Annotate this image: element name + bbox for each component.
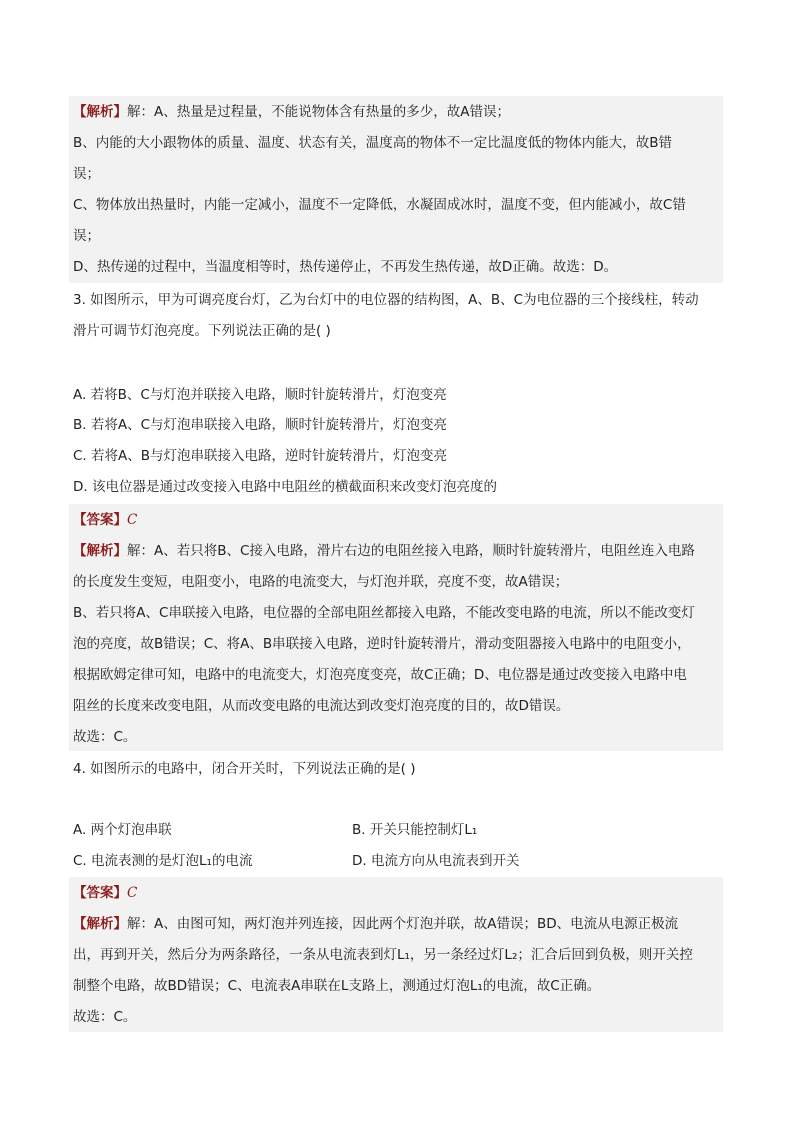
q3-option-d: D. 该电位器是通过改变接入电路中电阻丝的横截面积来改变灯泡亮度的 [73,479,497,495]
analysis-label: 【解析】 [73,104,127,120]
q2-analysis-line-1: 【解析】解：A、热量是过程量，不能说物体含有热量的多少，故A错误； [73,104,510,120]
q3-analysis-line-7: 故选：C。 [73,729,137,745]
q2-analysis-line-3: 误； [73,166,100,182]
q3-analysis-line-5: 根据欧姆定律可知，电路中的电流变大，灯泡亮度变亮，故C正确；D、电位器是通过改变接入电路中电 [73,667,687,683]
q4-option-a: A. 两个灯泡串联 [73,822,172,838]
answer-label: 【答案】 [73,885,127,901]
q3-analysis-line-6: 阻丝的长度来改变电阻，从而改变电路的电流达到改变灯泡亮度的目的，故D错误。 [73,698,570,714]
q3-stem-line-1: 3. 如图所示，甲为可调亮度台灯，乙为台灯中的电位器的结构图，A、B、C为电位器的三个接线柱，转动 [73,292,699,308]
q3-analysis-line-2: 的长度发生变短，电阻变小，电路的电流变大，与灯泡并联，亮度不变，故A错误； [73,574,569,590]
q4-option-b: B. 开关只能控制灯L₁ [352,822,478,838]
q3-analysis-line-4: 泡的亮度，故B错误；C、将A、B串联接入电路，逆时针旋转滑片，滑动变阻器接入电路中的电阻变小， [73,636,691,652]
q4-option-d: D. 电流方向从电流表到开关 [352,853,520,869]
q4-option-c: C. 电流表测的是灯泡L₁的电流 [73,853,253,869]
q3-stem-line-2: 滑片可调节灯泡亮度。下列说法正确的是( ) [73,323,331,339]
q3-option-b: B. 若将A、C与灯泡串联接入电路，顺时针旋转滑片，灯泡变亮 [73,417,448,433]
q3-analysis-line-3: B、若只将A、C串联接入电路，电位器的全部电阻丝都接入电路，不能改变电路的电流，所以不能改变灯 [73,605,695,621]
q4-analysis-line-4: 故选：C。 [73,1009,137,1025]
q4-analysis-line-3: 制整个电路，故BD错误；C、电流表A串联在L支路上，测通过灯泡L₁的电流，故C正确。 [73,978,601,994]
q2-analysis-line-6: D、热传递的过程中，当温度相等时，热传递停止，不再发生热传递，故D正确。故选：D。 [73,259,618,275]
analysis-label: 【解析】 [73,543,127,559]
q3-answer-line [73,510,723,530]
q2-analysis-line-5: 误； [73,228,100,244]
q3-analysis-line-1: 【解析】解：A、若只将B、C接入电路，滑片右边的电阻丝接入电路，顺时针旋转滑片，电阻丝连入电路 [73,543,695,559]
q3-option-c: C. 若将A、B与灯泡串联接入电路，逆时针旋转滑片，灯泡变亮 [73,448,448,464]
q4-analysis-line-2: 出，再到开关，然后分为两条路径，一条从电流表到灯L₁，另一条经过灯L₂；汇合后回到负极，则开关控 [73,947,693,963]
answer-label: 【答案】 [73,512,127,528]
q3-option-a: A. 若将B、C与灯泡并联接入电路，顺时针旋转滑片，灯泡变亮 [73,387,447,403]
q2-analysis-line-4: C、物体放出热量时，内能一定减小，温度不一定降低，水凝固成冰时，温度不变，但内能减小，故C错 [73,197,686,213]
q4-stem: 4. 如图所示的电路中，闭合开关时，下列说法正确的是( ) [73,761,416,777]
q2-analysis-block [69,96,723,283]
analysis-label: 【解析】 [73,916,127,932]
q4-analysis-line-1: 【解析】解：A、由图可知，两灯泡并列连接，因此两个灯泡并联，故A错误；BD、电流从电源正极流 [73,916,679,932]
q2-analysis-line-2: B、内能的大小跟物体的质量、温度、状态有关，温度高的物体不一定比温度低的物体内能大，故B错 [73,135,673,151]
q3-answer-value: C [127,512,138,528]
q4-answer-value: C [127,885,138,901]
q4-answer-line [73,883,723,903]
